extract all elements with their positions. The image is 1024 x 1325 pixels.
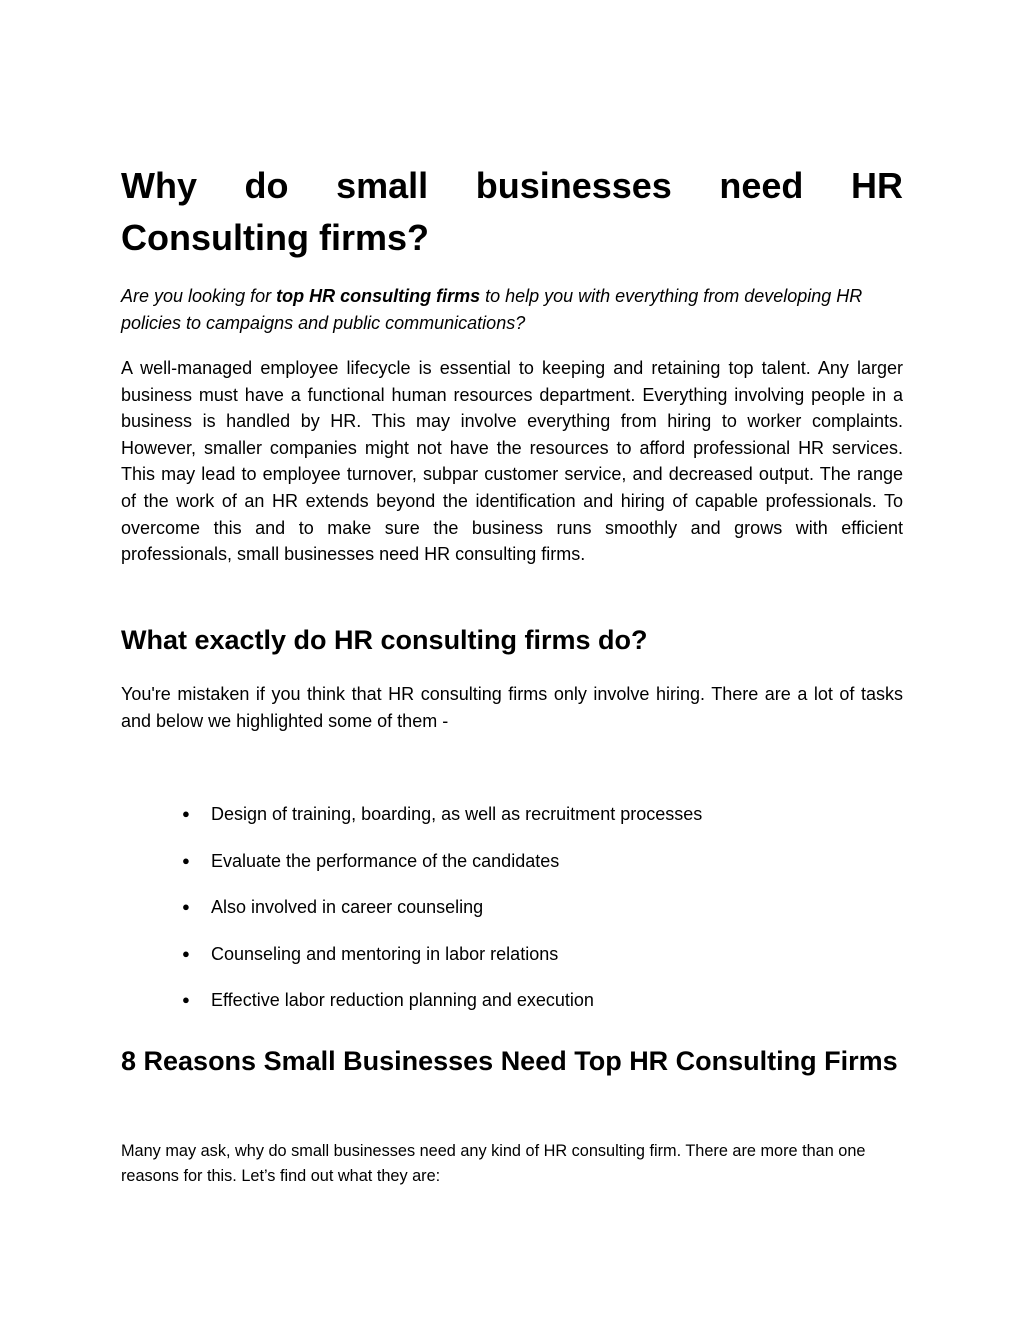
bullet-icon: ● bbox=[182, 945, 190, 961]
list-item-text: Effective labor reduction planning and execution bbox=[211, 990, 594, 1011]
bullet-icon: ● bbox=[182, 806, 190, 821]
reasons-intro-paragraph: Many may ask, why do small businesses need any kind of HR consulting firm. There are more than one reasons for this. Let’s find out what they are: bbox=[121, 1142, 866, 1185]
page-title: Why do small businesses need HR Consulting firms? bbox=[121, 165, 903, 258]
list-item bbox=[121, 940, 903, 987]
list-item-text: Evaluate the performance of the candidates bbox=[211, 850, 560, 871]
section-heading-reasons: 8 Reasons Small Businesses Need Top HR Consulting Firms bbox=[121, 1046, 898, 1076]
list-item-text: Also involved in career counseling bbox=[211, 897, 484, 918]
tasks-intro-paragraph: You're mistaken if you think that HR consulting firms only involve hiring. There are a lot of tasks and below we highlighted some of them - bbox=[121, 684, 903, 731]
intro-text-before: Are you looking for bbox=[121, 286, 277, 306]
section-heading-what-firms-do: What exactly do HR consulting firms do? bbox=[121, 625, 648, 655]
bullet-icon: ● bbox=[182, 992, 190, 1008]
tasks-list bbox=[121, 800, 903, 1033]
list-item-text: Counseling and mentoring in labor relations bbox=[211, 943, 559, 964]
lifecycle-paragraph: A well-managed employee lifecycle is essential to keeping and retaining top talent. Any larger business must have a functional human resources department. Everything involving people in a business is handled by HR. This may involve everything from hiring to worker complaints. However, smaller companies might not have the resources to afford professional HR services. This may lead to employee turnover, subpar customer service, and decreased output. The range of the work of an HR extends beyond the identification and hiring of capable professionals. To overcome this and to make sure the business runs smoothly and grows with efficient professionals, small businesses need HR consulting firms. bbox=[121, 358, 903, 565]
bullet-icon: ● bbox=[182, 899, 190, 915]
list-item-text: Design of training, boarding, as well as recruitment processes bbox=[211, 804, 703, 824]
intro-paragraph bbox=[121, 283, 903, 336]
intro-bold-phrase: top HR consulting firms bbox=[276, 286, 481, 306]
intro-text-after: to help you with everything from developing HR policies to campaigns and public communications? bbox=[121, 286, 863, 333]
list-item bbox=[121, 986, 903, 1033]
list-item bbox=[121, 800, 903, 847]
bullet-icon: ● bbox=[182, 852, 190, 868]
list-item bbox=[121, 847, 903, 894]
list-item bbox=[121, 893, 903, 940]
